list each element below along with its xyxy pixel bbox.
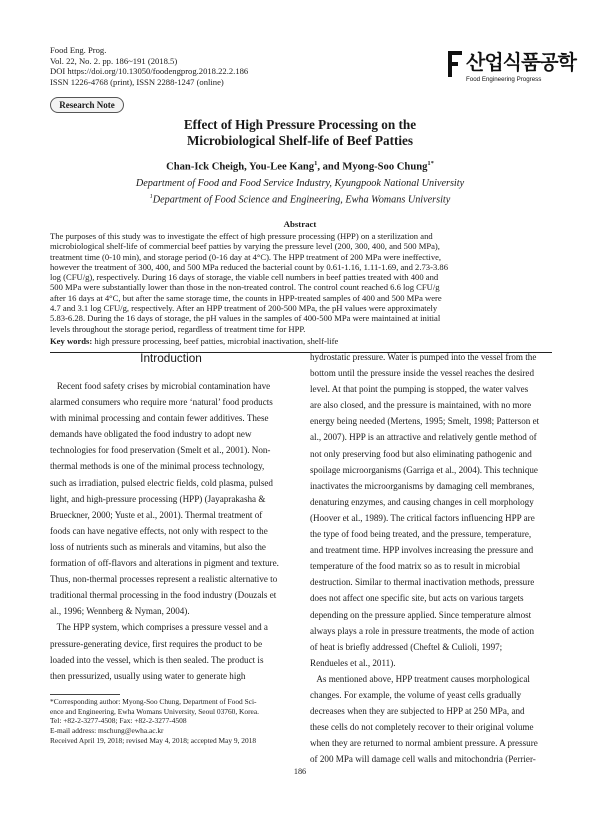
body-line: pressure-generating device, first requires the product to be [50,638,263,649]
body-line: alarmed consumers who require more ‘natural’ food products [50,397,273,408]
body-line: traditional thermal processing in the food industry (Douzals et [50,590,277,601]
body-line: Brueckner, 2000; Yuste et al., 2001). Thermal treatment of [50,509,263,520]
journal-logo [446,48,576,92]
journal-issn: ISSN 1226-4768 (print), ISSN 2288-1247 (online) [50,76,224,87]
footnote-divider [50,694,120,695]
title-line: Microbiological Shelf-life of Beef Patties [186,133,414,148]
footnote-line: ence and Engineering, Ewha Womans University, Seoul 03760, Korea. [50,706,259,716]
abstract-line: log (CFU/g), respectively. During 16 days of storage, the viable cell numbers in beef patties treated with 400 and [50,272,439,283]
body-line: inactivates the microorganisms by damaging cell membranes, [310,480,535,491]
body-line: decreases when they are subjected to HPP at 250 MPa, and [310,706,525,717]
body-line: Thus, non-thermal processes represent a realistic alternative to [50,574,278,585]
left-column [50,378,294,684]
affiliation-mark: 1 [149,193,153,200]
abstract-line: levels throughout the storage period, regardless of treatment time for HPP. [50,323,306,334]
body-line: energy being needed (Mertens, 1995; Smelt, 1998; Patterson et [310,416,540,427]
body-line: destruction. Similar to thermal inactivation methods, pressure [310,577,535,588]
abstract-line: 5.83-6.28. During the 16 days of storage, the pH values in the samples of 400-500 MPa were maintained at initial [50,313,441,324]
journal-name: Food Eng. Prog. [50,45,107,55]
body-line: spoilage microorganisms (Garriga et al., 2004). This technique [310,464,538,475]
body-line: formation of off-flavors and alterations in pigment and texture. [50,558,279,569]
keywords-text: high pressure processing, beef patties, microbial inactivation, shelf-life [92,336,339,346]
affiliations [0,178,600,206]
body-line: Rendueles et al., 2011). [310,657,396,668]
author-affiliation-mark: 1 [427,160,431,167]
body-line: al., 2007). HPP is an attractive and relatively gentle method of [310,432,537,443]
body-line: of heat is briefly addressed (Cheftel & Culioli, 1997; [310,641,503,652]
body-line: demands have obligated the food industry to adopt new [50,429,252,440]
footnote-line: E-mail address: mschung@ewha.ac.kr [50,726,164,736]
abstract-body [50,231,552,334]
body-line: of 200 MPa will damage cell walls and mitochondria (Perrier- [310,754,536,765]
logo-english-text: Food Engineering Progress [466,76,542,83]
abstract-line: 4.7 and 3.1 log CFU/g, respectively. After an HPP treatment of 200-500 MPa, the pH values were approximately [50,303,438,314]
body-line: denaturing enzymes, and causing changes in cell morphology [310,496,534,507]
body-line: bottom until the pressure inside the vessel reaches the desired [310,368,534,379]
abstract-line: after 16 days at 4°C, but after the same storage time, the counts in HPP-treated samples of 400 and 500 MPa were [50,292,442,303]
keywords [50,336,338,346]
right-column [310,349,554,767]
abstract-line: 500 MPa were substantially lower than those in the non-treated control. The control count reached 6.6 log CFU/g [50,282,440,293]
logo-mark-icon [446,48,464,78]
affiliation-line: Department of Food and Food Service Industry, Kyungpook National University [135,178,465,189]
footnote-line: Tel: +82-2-3277-4508; Fax: +82-2-3277-4508 [50,716,187,726]
article-type-badge: Research Note [50,97,124,113]
body-line: does not affect one specific site, but acts on various targets [310,593,524,604]
body-line: these cells do not completely recover to their original volume [310,722,534,733]
body-line: hydrostatic pressure. Water is pumped into the vessel from the [310,352,537,362]
body-line: then pressurized, usually using water to generate high [50,670,246,681]
author-name: You-Lee Kang [249,161,315,173]
body-line: not only preserving food but also eliminating pathogenic and [310,448,532,459]
body-line: changes. For example, the volume of yeast cells gradually [310,689,522,700]
footnote-line: *Corresponding author: Myong-Soo Chung, Department of Food Sci- [50,697,257,706]
body-line: The HPP system, which comprises a pressure vessel and a [50,622,268,633]
abstract-line: treatment time (0-10 min), and storage period (0-16 day at 4°C). The HPP treatment of 200 MPa were ineffective, [50,251,442,262]
page-number: 186 [293,767,307,776]
body-line: Recent food safety crises by microbial contamination have [50,381,271,391]
affiliation-line: Department of Food Science and Engineering, Ewha Womans University [152,193,451,205]
body-line: light, and high-pressure processing (HPP) (Jayaprakasha & [50,493,266,504]
author-name: , and Myong-Soo Chung [317,161,428,173]
keywords-label: Key words: [50,336,93,346]
body-line: depending on the pressure applied. Since temperature almost [310,609,532,620]
body-line: the type of food being treated, and the pressure, temperature, [310,529,532,540]
abstract-line: The purposes of this study was to investigate the effect of high pressure processing (HPP) on a sterilization and [50,231,433,241]
footnotes [50,697,259,746]
body-line: are also closed, and the pressure is maintained, with no more [310,400,532,411]
author-name: Chan-Ick Cheigh, [166,161,247,173]
logo-korean-text: 산업식품공학 [466,50,576,74]
body-line: level. At that point the pumping is stopped, the water valves [310,384,529,395]
footnote-line: Received April 19, 2018; revised May 4, 2018; accepted May 9, 2018 [50,735,257,745]
body-line: al., 1996; Wennberg & Nyman, 2004). [50,606,190,617]
title-line: Effect of High Pressure Processing on the [183,117,417,132]
journal-volume: Vol. 22, No. 2. pp. 186~191 (2018.5) [50,55,178,66]
abstract-line: microbiological shelf-life of commercial beef patties by varying the pressure level (200, 300, 400, and 500 MPa), [50,241,440,252]
body-line: (Hoover et al., 1989). The critical factors influencing HPP are [310,512,535,523]
body-line: As mentioned above, HPP treatment causes morphological [310,673,530,684]
corresponding-mark: * [430,160,434,167]
author-list [0,160,600,173]
journal-info [50,45,248,87]
body-line: loaded into the vessel, which is then sealed. The product is [50,654,264,665]
body-line: such as irradiation, pulsed electric fields, cold plasma, pulsed [50,477,273,488]
body-line: thermal methods is one of the minimal process technology, [50,461,265,472]
body-line: and treatment time. HPP involves increasing the pressure and [310,545,534,556]
body-line: temperature of the food matrix so as to result in microbial [310,561,521,572]
abstract-heading: Abstract [283,219,317,229]
introduction-heading: Introduction [140,351,202,365]
article-title [0,117,600,149]
journal-doi: DOI https://doi.org/10.13050/foodengprog.2018.22.2.186 [50,66,249,77]
body-line: loss of nutrients such as minerals and vitamins, but also the [50,541,266,552]
body-line: with minimal processing and contain fewer additives. These [50,413,269,424]
body-line: foods can have negative effects, not only with respect to the [50,525,268,536]
body-line: when they are returned to normal ambient pressure. A pressure [310,738,538,749]
body-line: technologies for food preservation (Smelt et al., 2001). Non- [50,445,271,456]
abstract-line: however the treatment of 300, 400, and 500 MPa reduced the bacterial count by 0.61-1.16, 1.11-1.69, and 2.73-3.86 [50,261,448,272]
body-line: always plays a role in pressure treatments, the mode of action [310,625,534,636]
author-affiliation-mark: 1 [314,160,318,167]
